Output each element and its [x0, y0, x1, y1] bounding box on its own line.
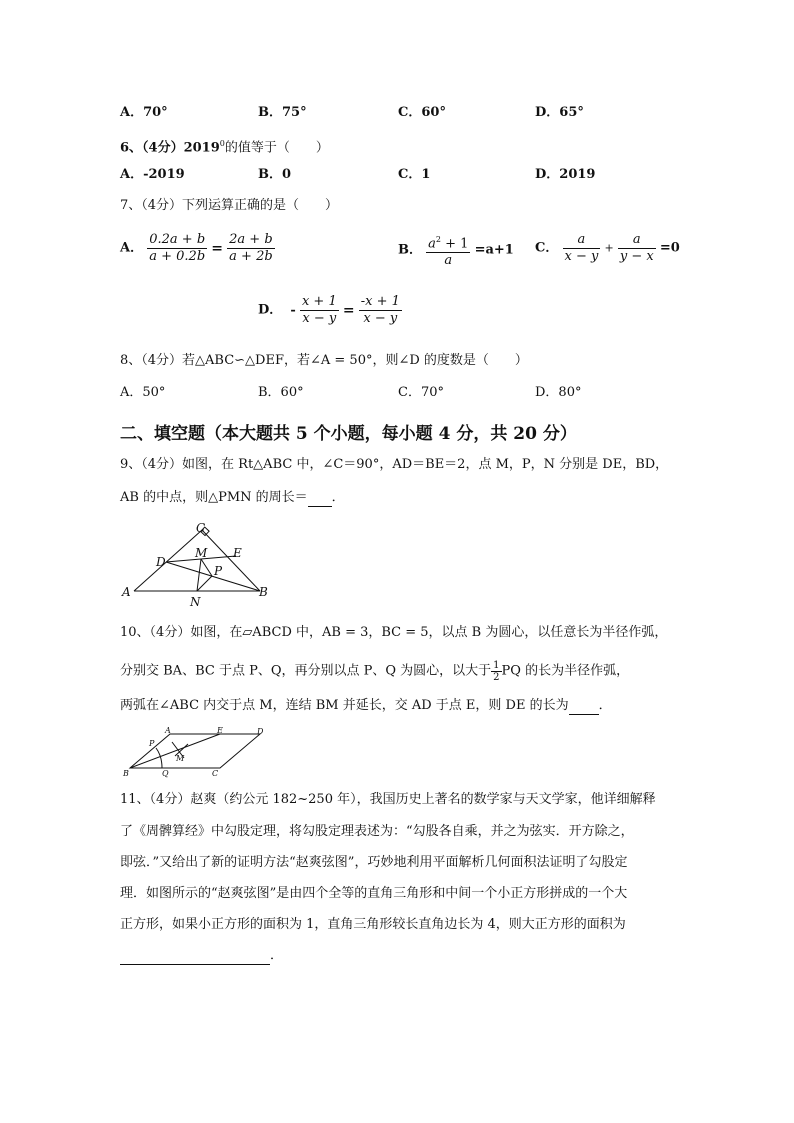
q10-line-1: 10、（4分）如图，在▱ABCD 中，AB = 3，BC = 5，以点 B 为圆心，以任意长为半径作弧，	[120, 625, 668, 640]
q9-triangle-figure	[118, 520, 278, 610]
q7-d-f2-den: x − y	[363, 311, 398, 326]
q10-line-3-end: ．	[598, 698, 612, 713]
q7-b-fraction	[426, 232, 470, 269]
q9-segment-pn	[197, 576, 212, 591]
q7-b-num-base: a	[428, 236, 436, 252]
q7-c-label: C．	[535, 240, 559, 256]
q10-label-a: A	[165, 726, 171, 735]
q9-segment-ac	[134, 530, 202, 591]
q9-label-c: C	[196, 521, 206, 535]
q7-d-label: D．	[258, 302, 283, 318]
q11-line-1: 11、（4分）赵爽（约公元 182~250 年），我国历史上著名的数学家与天文学家，他详细解释	[120, 792, 656, 807]
q10-line-3	[120, 698, 612, 715]
q7-c-f1-den: x − y	[564, 249, 599, 264]
q7-d-f1-den: x − y	[302, 311, 337, 326]
q10-label-q: Q	[162, 769, 169, 778]
q11-line-6	[120, 948, 283, 965]
q10-line-2-post: PQ 的长为半径作弧，	[501, 663, 630, 679]
q8-option-c: C．70°	[398, 385, 444, 400]
q5-option-a: A．70°	[120, 105, 168, 120]
q9-label-d: D	[156, 555, 166, 569]
q10-label-p: P	[149, 739, 155, 748]
q5-option-d: D．65°	[535, 105, 584, 120]
q7-c-fraction-2	[618, 232, 656, 265]
q8-stem: 8、（4分）若△ABC∽△DEF，若∠A = 50°，则∠D 的度数是（ ）	[120, 353, 528, 368]
q9-line-2-text: AB 的中点，则△PMN 的周长＝	[120, 490, 308, 505]
q7-option-c	[535, 232, 680, 265]
q7-option-a	[120, 232, 275, 265]
q7-d-fraction-1	[300, 294, 339, 327]
q9-segment-mn	[197, 559, 201, 591]
q10-line-3-text: 两弧在∠ABC 内交于点 M，连结 BM 并延长，交 AD 于点 E，则 DE 的长为	[120, 698, 569, 713]
q10-label-m: M	[176, 754, 185, 763]
q7-c-rhs: =0	[659, 240, 680, 256]
q7-a-fraction-1	[147, 232, 207, 265]
q10-label-e: E	[217, 726, 223, 735]
q10-label-c: C	[212, 769, 219, 778]
q7-c-f1-num: a	[563, 232, 601, 249]
q10-frac-num: 1	[493, 660, 500, 671]
q10-parallelogram-figure	[118, 724, 268, 780]
q6-option-b: B．0	[258, 167, 292, 182]
q7-b-den: a	[444, 253, 453, 269]
q6-stem-prefix: 6、（4分）2019	[120, 140, 220, 156]
q11-line-2: 了《周髀算经》中勾股定理，将勾股定理表述为：“勾股各自乘，并之为弦实．开方除之，	[120, 824, 634, 839]
q7-a-f2-den: a + 2b	[229, 249, 273, 264]
q7-d-f1-num: x + 1	[301, 294, 337, 309]
q7-a-f1-den: a + 0.2b	[149, 249, 206, 264]
q9-label-p: P	[214, 564, 223, 578]
q6-option-c: C．1	[398, 167, 431, 182]
q11-line-3: 即弦．”又给出了新的证明方法“赵爽弦图”，巧妙地利用平面解析几何面积法证明了勾股定	[120, 855, 628, 870]
q9-line-1: 9、（4分）如图，在 Rt△ABC 中，∠C＝90°，AD＝BE＝2，点 M，P，N 分别是 DE，BD，	[120, 457, 669, 472]
q7-option-b	[398, 232, 514, 269]
q6-option-a: A．-2019	[120, 167, 185, 182]
q10-label-b: B	[123, 769, 129, 778]
q7-d-f2-num: -x + 1	[360, 294, 400, 309]
q10-frac-den: 2	[493, 672, 500, 683]
q9-label-e: E	[233, 546, 242, 560]
q7-d-eq: =	[342, 302, 355, 319]
q7-b-num	[426, 232, 470, 253]
q9-label-m: M	[195, 546, 208, 560]
section-2-heading: 二、填空题（本大题共 5 个小题，每小题 4 分，共 20 分）	[120, 424, 577, 444]
q10-line-2	[120, 660, 629, 683]
q11-line-4: 理．如图所示的“赵爽弦图”是由四个全等的直角三角形和中间一个小正方形拼成的一个大	[120, 886, 628, 901]
q9-label-b: B	[259, 585, 268, 599]
q10-label-d: D	[257, 727, 264, 736]
q10-answer-blank	[569, 698, 599, 715]
q8-option-b: B．60°	[258, 385, 304, 400]
q7-b-label: B．	[398, 242, 422, 258]
q7-a-f1-num: 0.2a + b	[149, 232, 206, 247]
q7-c-f2-den: y − x	[619, 249, 654, 264]
q5-option-c: C．60°	[398, 105, 446, 120]
q7-a-eq: =	[211, 240, 224, 257]
q9-answer-blank	[308, 490, 332, 507]
q9-label-a: A	[122, 585, 131, 599]
q7-b-rhs: =a+1	[474, 242, 514, 258]
q7-c-plus: +	[604, 241, 614, 255]
q7-b-num-sup: 2	[435, 235, 441, 244]
q6-stem-sup: 0	[219, 139, 225, 148]
q6-stem	[120, 136, 329, 156]
q9-label-n: N	[190, 595, 201, 609]
q7-a-f2-num: 2a + b	[229, 232, 273, 247]
q8-option-d: D．80°	[535, 385, 582, 400]
q11-answer-blank	[120, 948, 270, 965]
q7-d-minus: -	[290, 302, 296, 318]
q7-c-f2-num: a	[618, 232, 656, 249]
q8-option-a: A．50°	[120, 385, 166, 400]
q11-line-5: 正方形，如果小正方形的面积为 1，直角三角形较长直角边长为 4，则大正方形的面积为	[120, 917, 626, 932]
q9-line-2	[120, 490, 345, 507]
q7-a-fraction-2	[227, 232, 275, 265]
q9-line-2-end: ．	[331, 490, 345, 505]
q7-option-d	[258, 294, 402, 327]
q7-c-fraction-1	[563, 232, 601, 265]
q5-option-b: B．75°	[258, 105, 307, 120]
q7-b-num-rest: + 1	[441, 236, 469, 252]
q11-line-6-end: ．	[270, 948, 284, 963]
q10-line-2-pre: 分别交 BA、BC 于点 P、Q，再分别以点 P、Q 为圆心，以大于	[120, 663, 492, 679]
q10-segment-be	[130, 734, 220, 768]
q7-d-fraction-2	[359, 294, 402, 327]
q6-stem-suffix: 的值等于（ ）	[224, 140, 329, 156]
q10-half-fraction	[491, 660, 501, 683]
q7-a-label: A．	[120, 240, 144, 256]
q7-stem: 7、（4分）下列运算正确的是（ ）	[120, 198, 339, 213]
q6-option-d: D．2019	[535, 167, 596, 182]
